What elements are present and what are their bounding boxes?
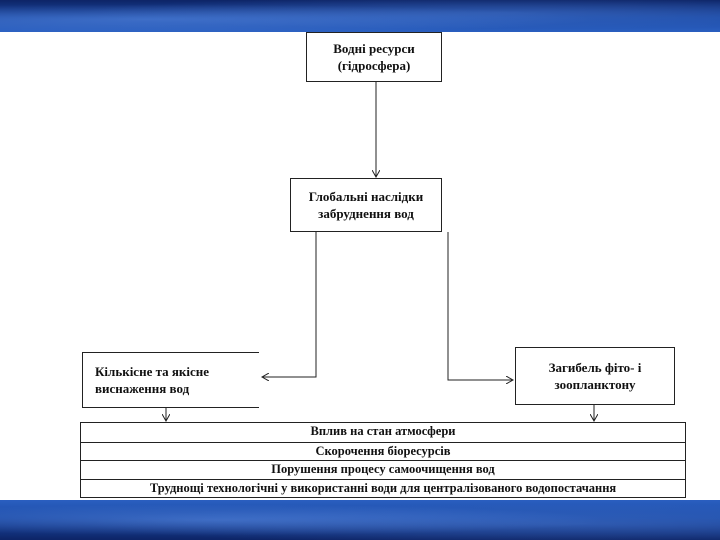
node-global-consequences <box>290 178 442 232</box>
node-depletion <box>82 352 259 408</box>
node-global-consequences-line-2: забруднення вод <box>318 206 414 221</box>
node-depletion-line-2: виснаження вод <box>95 381 190 396</box>
effects-row: Вплив на стан атмосфери <box>310 424 456 438</box>
effects-row: Труднощі технологічні у використанні води для централізованого водопостачання <box>81 479 685 498</box>
arrow-global-to-plankton <box>448 232 513 380</box>
node-water-resources-line-2: (гідросфера) <box>337 58 411 73</box>
arrow-global-to-depletion <box>262 232 316 377</box>
node-global-consequences-line-1: Глобальні наслідки <box>308 189 424 204</box>
node-water-resources <box>306 32 442 82</box>
node-depletion-line-1: Кількісне та якісне <box>95 364 210 379</box>
node-plankton-death-line-1: Загибель фіто- і <box>548 360 642 375</box>
node-plankton-death <box>515 347 675 405</box>
effects-row: Порушення процесу самоочищення вод <box>81 460 685 479</box>
effects-table <box>80 422 686 498</box>
effects-row: Скорочення біоресурсів <box>81 442 685 461</box>
node-water-resources-line-1: Водні ресурси <box>333 41 415 56</box>
node-plankton-death-line-2: зоопланктону <box>554 377 636 392</box>
